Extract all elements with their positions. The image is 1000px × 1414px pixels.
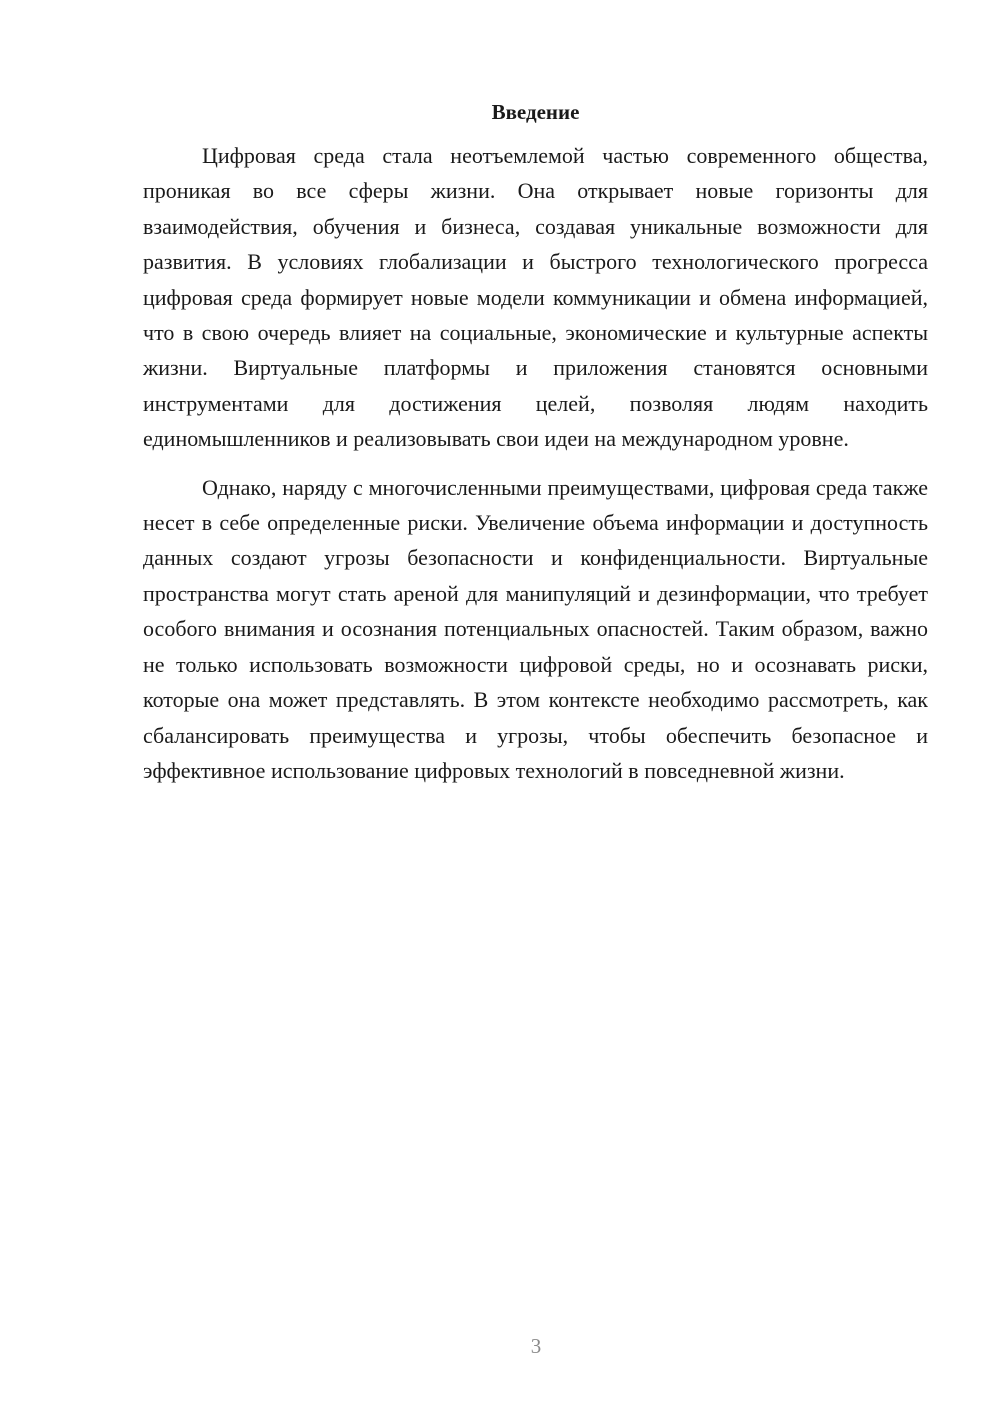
page-number: 3 xyxy=(530,1334,542,1358)
paragraph-risks: Однако, наряду с многочисленными преимуществами, цифровая среда также несет в себе определенные риски. Увеличение объема информации и доступность данных создают угрозы безопасности и конфиденциальности. Виртуальные пространства могут стать ареной для манипуляций и дезинформации, что требует особого внимания и осознания потенциальных опасностей. Таким образом, важно не только использовать возможности цифровой среды, но и осознавать риски, которые она может представлять. В этом контексте необходимо рассмотреть, как сбалансировать преимущества и угрозы, чтобы обеспечить безопасное и эффективное использование цифровых технологий в повседневной жизни. xyxy=(143,474,928,783)
paragraph-intro: Цифровая среда стала неотъемлемой частью современного общества, проникая во все сферы жизни. Она открывает новые горизонты для взаимодействия, обучения и бизнеса, создавая уникальные возможности для развития. В условиях глобализации и быстрого технологического прогресса цифровая среда формирует новые модели коммуникации и обмена информацией, что в свою очередь влияет на социальные, экономические и культурные аспекты жизни. Виртуальные платформы и приложения становятся основными инструментами для достижения целей, позволяя людям находить единомышленников и реализовывать свои идеи на международном уровне. xyxy=(143,143,928,452)
section-title: Введение xyxy=(491,100,580,124)
document-body xyxy=(143,96,928,788)
